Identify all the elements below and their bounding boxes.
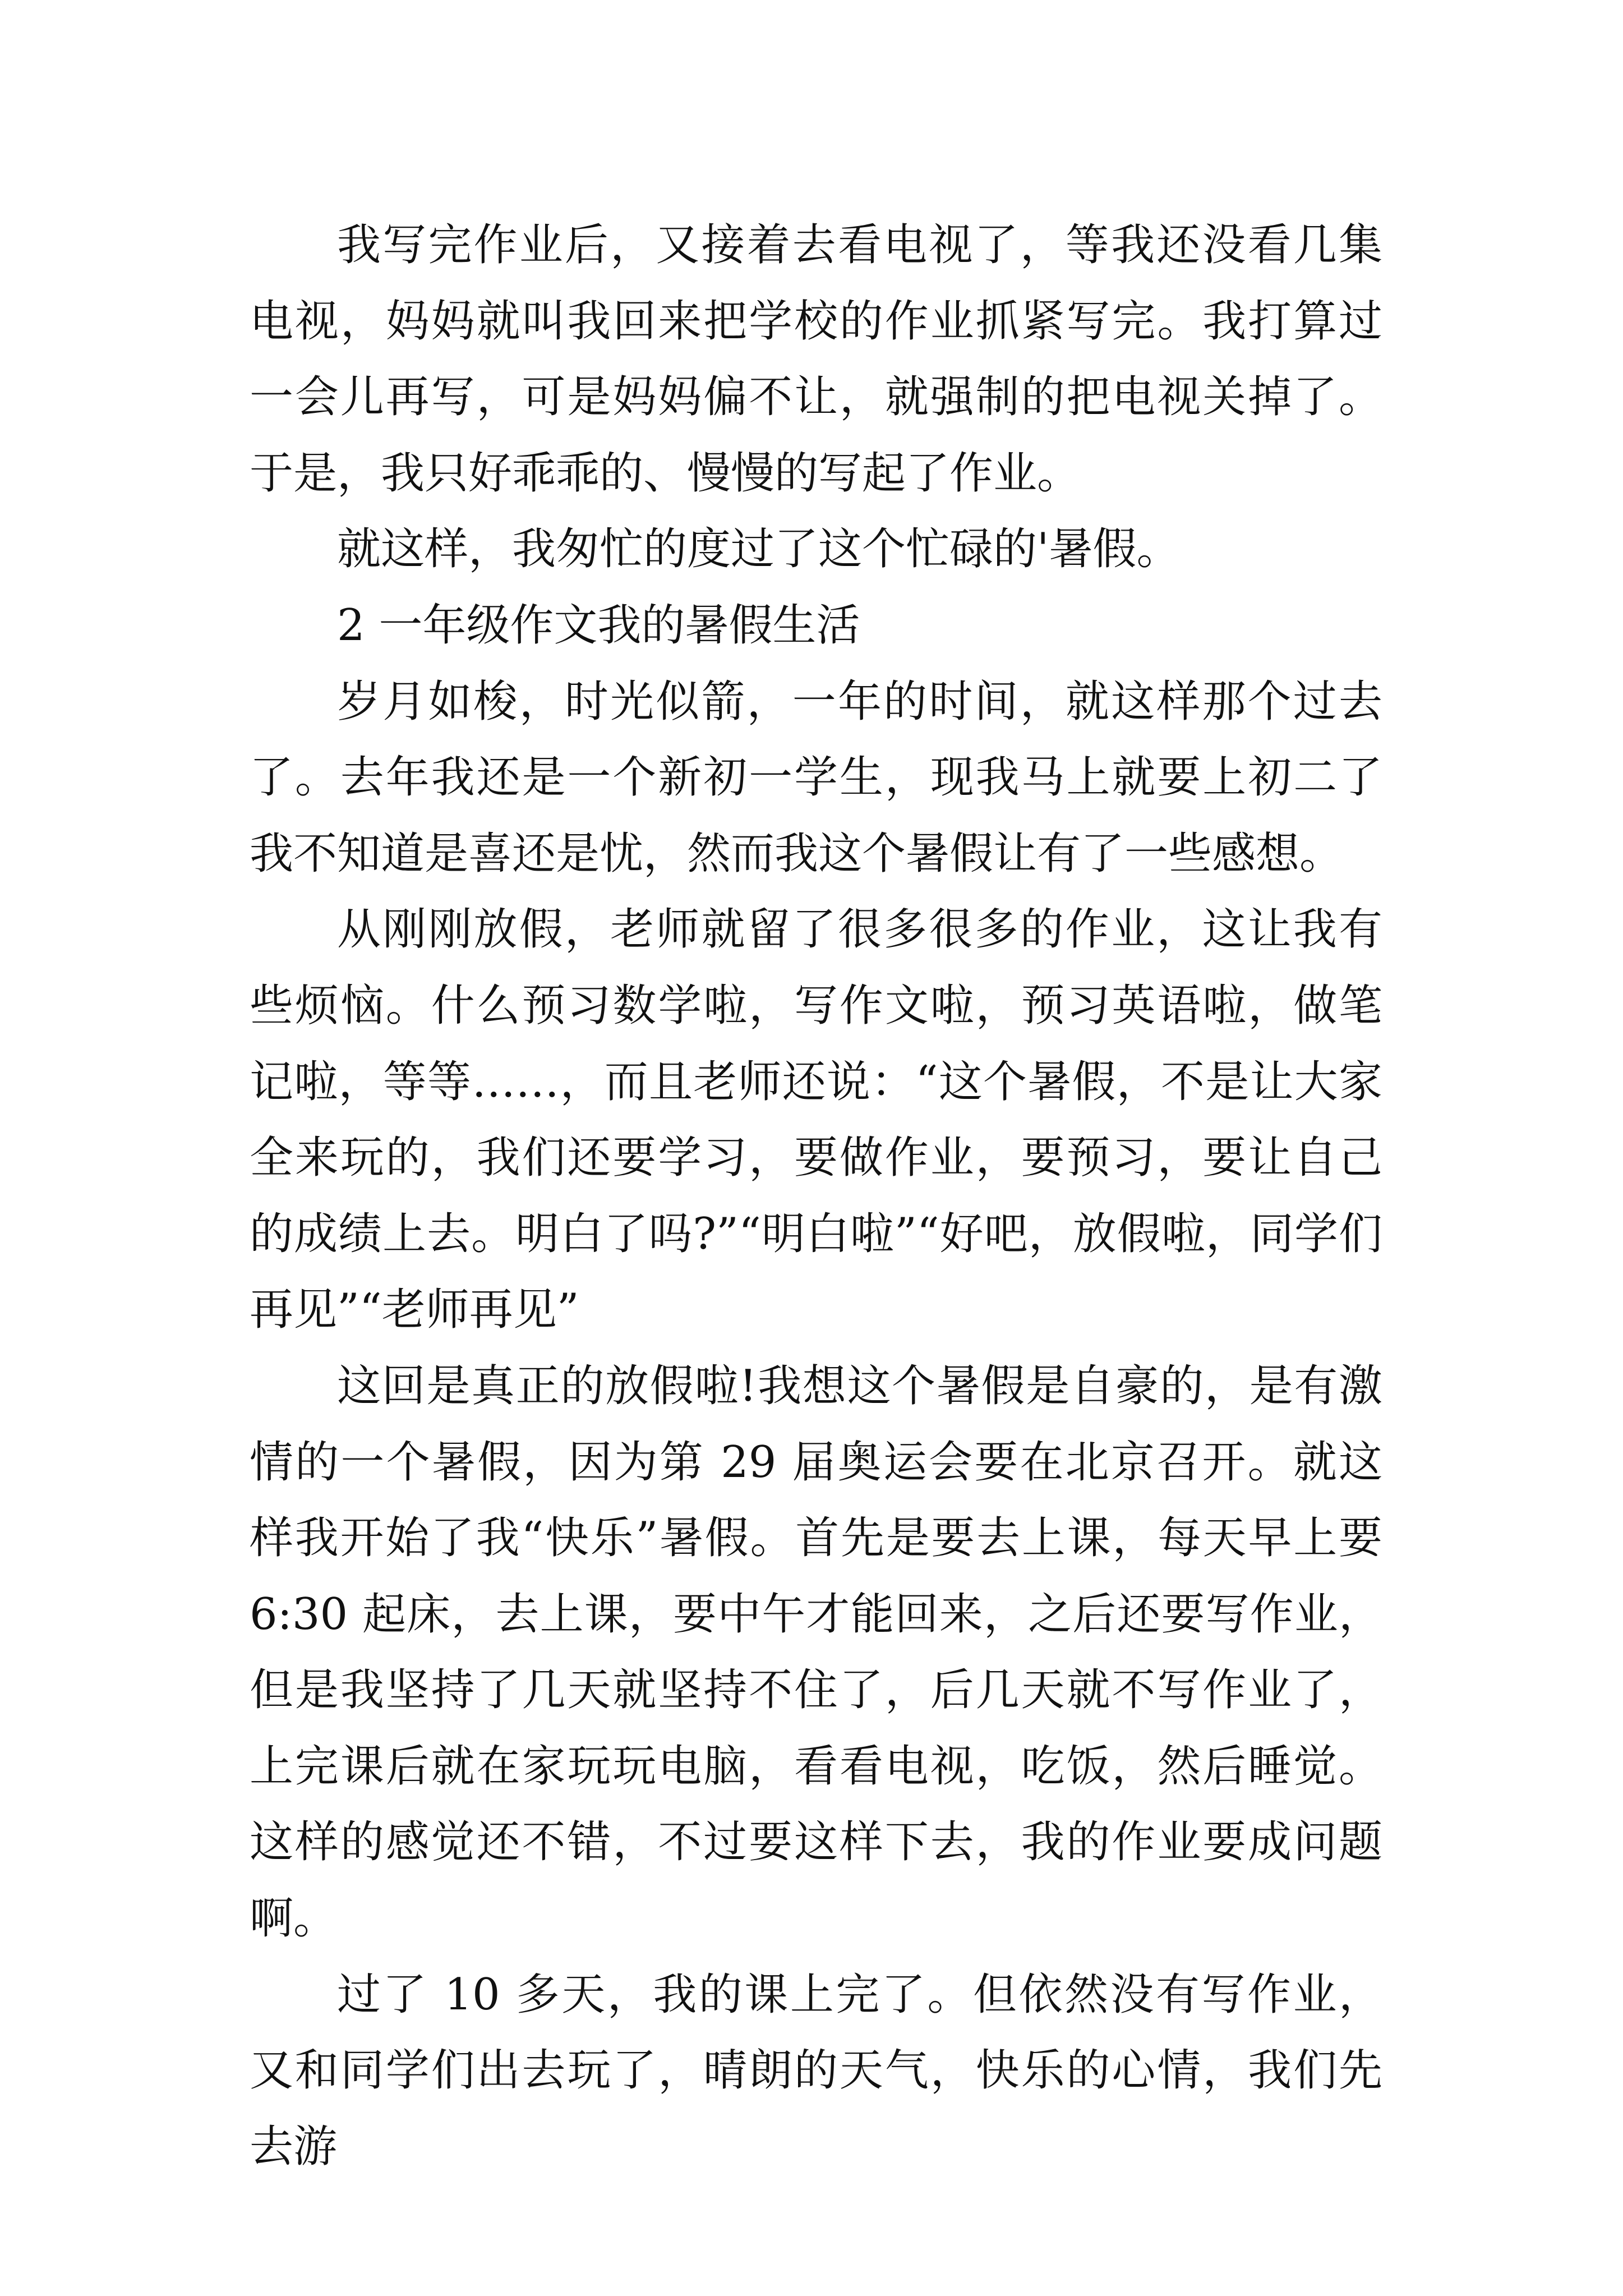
paragraph: 过了 10 多天，我的课上完了。但依然没有写作业，又和同学们出去玩了，晴朗的天气，快乐的心情，我们先去游 [250, 1969, 1382, 2172]
paragraph: 从刚刚放假，老师就留了很多很多的作业，这让我有些烦恼。什么预习数学啦，写作文啦，预习英语啦，做笔记啦，等等……，而且老师还说：“这个暑假，不是让大家全来玩的，我们还要学习，要做作业，要预习，要让自己的成绩上去。明白了吗?”“明白啦”“好吧，放假啦，同学们再见”“老师再见” [250, 904, 1382, 1336]
document-body [250, 208, 1382, 2185]
paragraph: 我写完作业后，又接着去看电视了，等我还没看几集电视，妈妈就叫我回来把学校的作业抓紧写完。我打算过一会儿再写，可是妈妈偏不让，就强制的把电视关掉了。于是，我只好乖乖的、慢慢的写起了作业。 [250, 220, 1382, 499]
section-heading: 2 一年级作文我的暑假生活 [337, 600, 860, 651]
paragraph: 这回是真正的放假啦!我想这个暑假是自豪的，是有激情的一个暑假，因为第 29 届奥运会要在北京召开。就这样我开始了我“快乐”暑假。首先是要去上课，每天早上要 6:30 起床，去上课，要中午才能回来，之后还要写作业，但是我坚持了几天就坚持不住了，后几天就不写作业了，上完课后就在家玩玩电脑，看看电视，吃饭，然后睡觉。这样的感觉还不错，不过要这样下去，我的作业要成问题啊。 [250, 1360, 1382, 1944]
paragraph: 岁月如梭，时光似箭，一年的时间，就这样那个过去了。去年我还是一个新初一学生，现我马上就要上初二了我不知道是喜还是忧，然而我这个暑假让有了一些感想。 [250, 676, 1382, 879]
paragraph: 就这样，我匆忙的度过了这个忙碌的'暑假。 [337, 524, 1181, 575]
